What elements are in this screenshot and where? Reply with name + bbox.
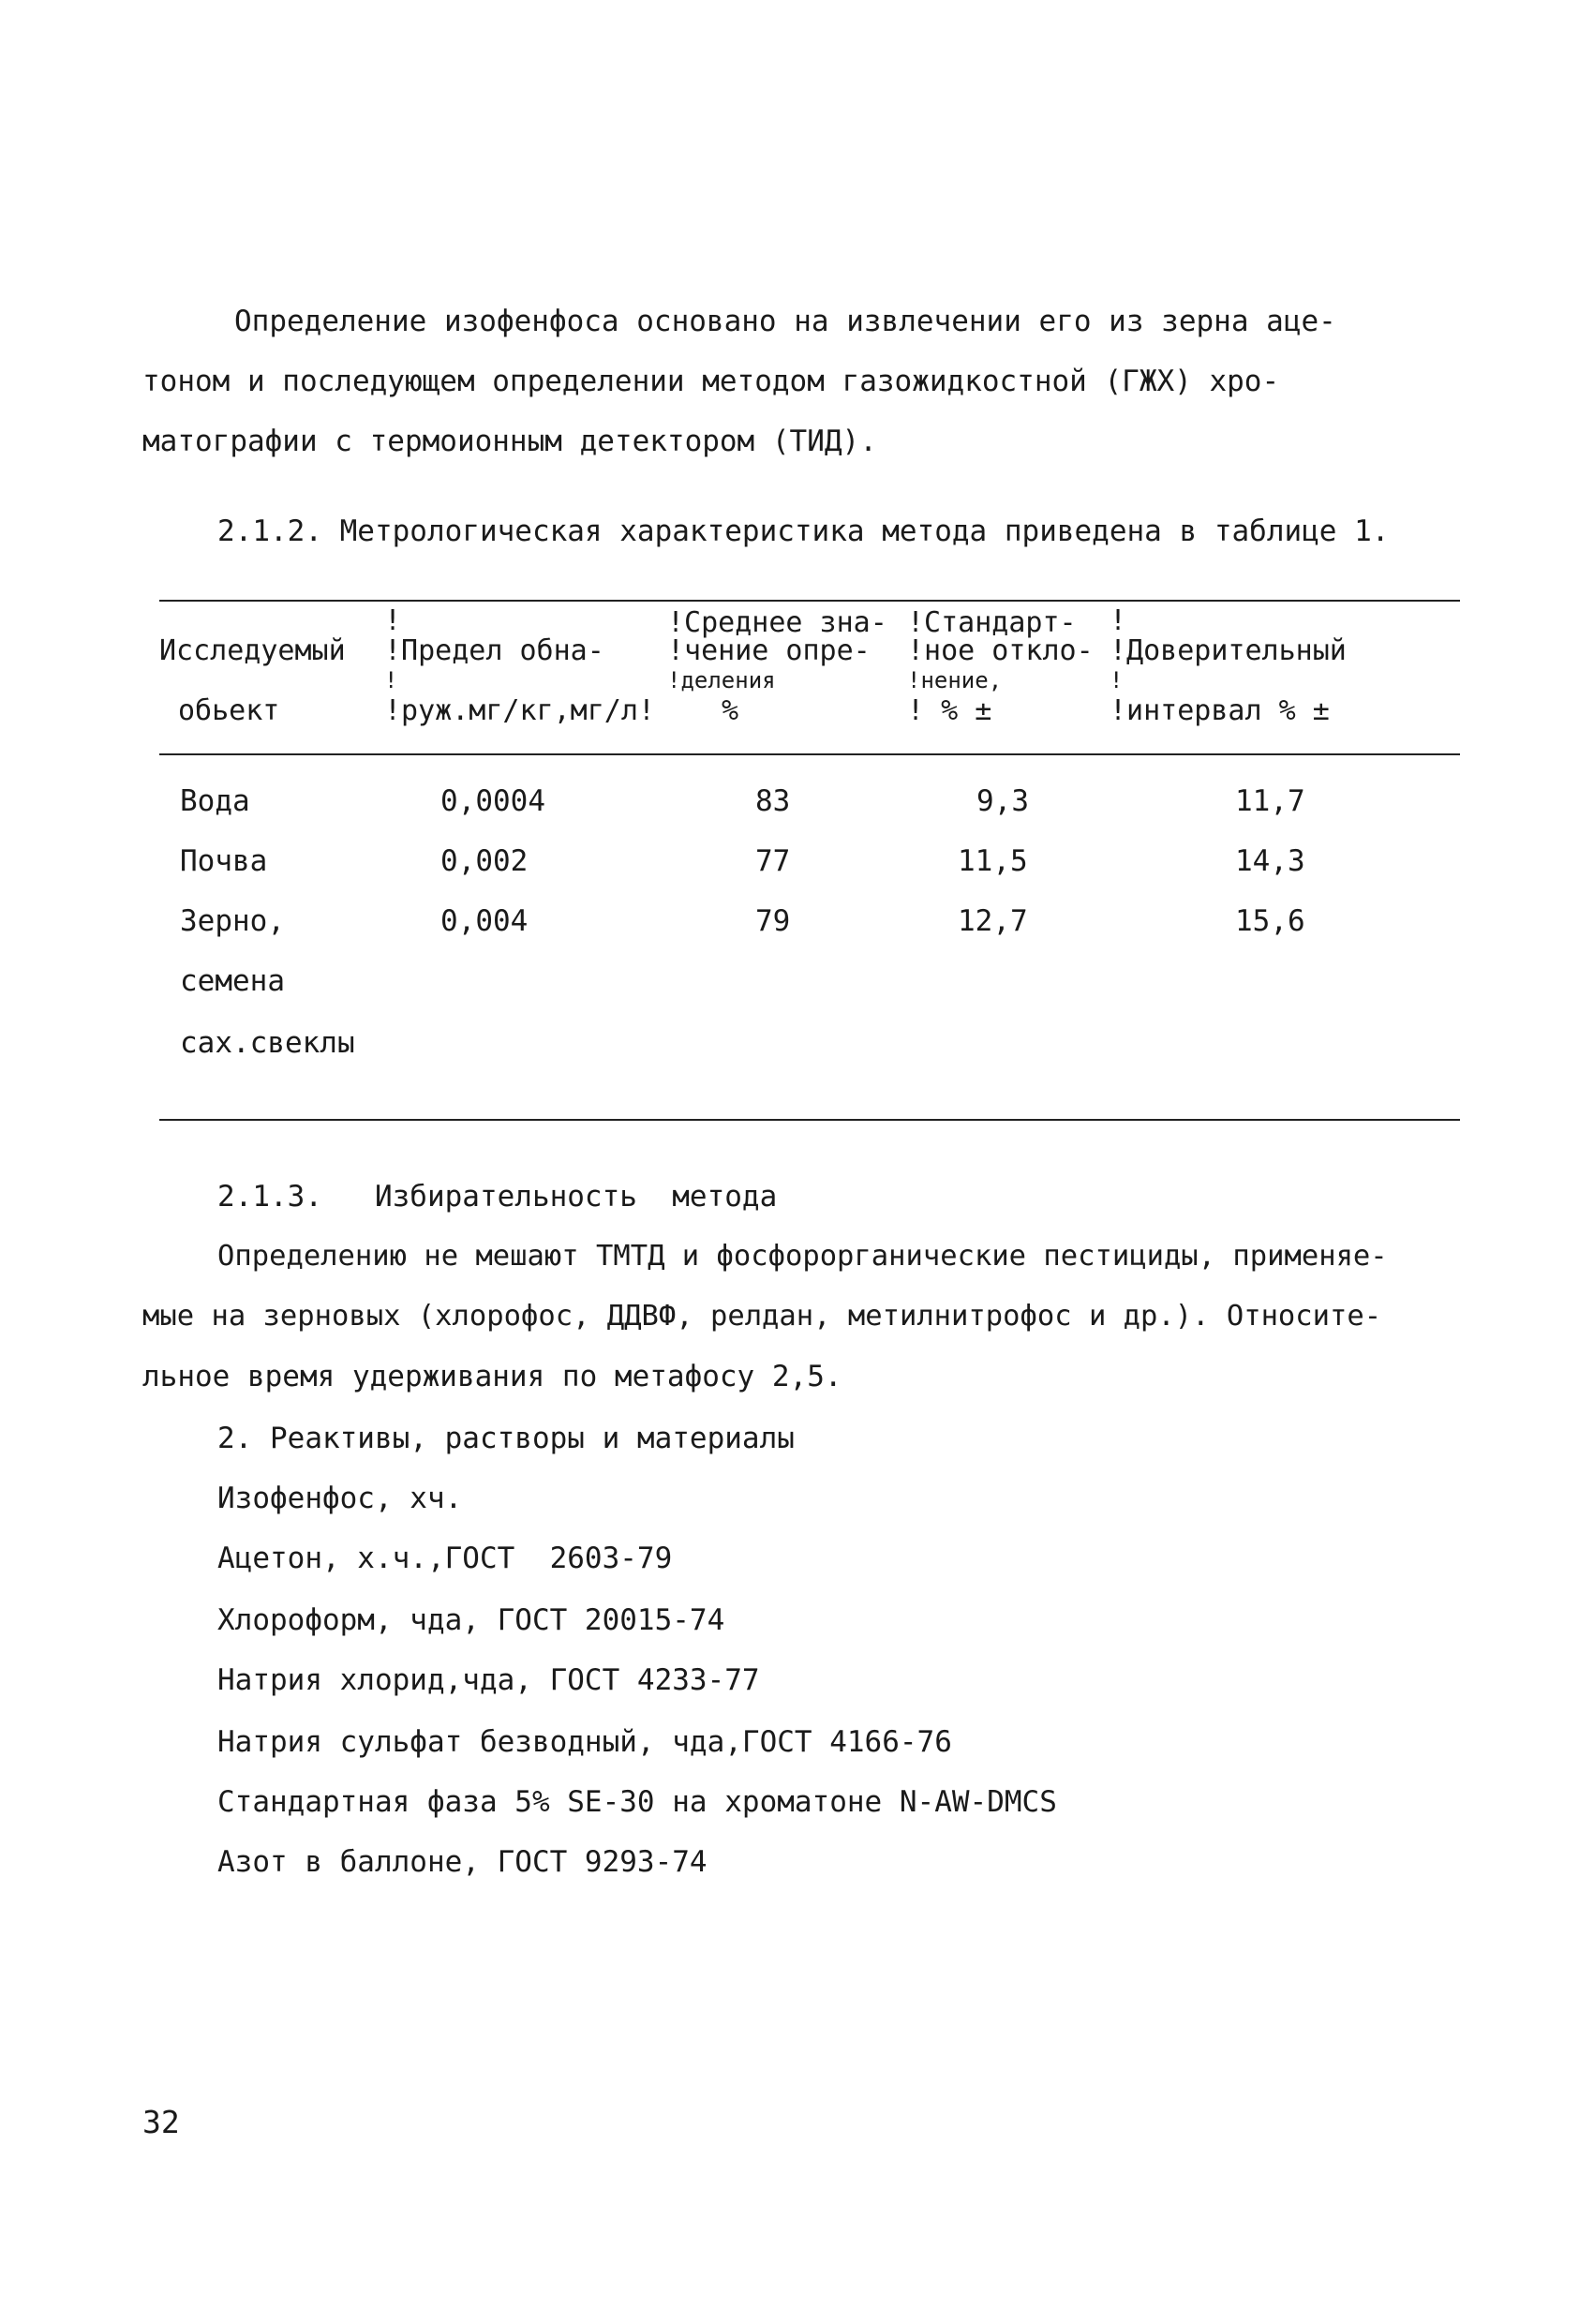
cell-mean: 83 [755, 784, 791, 818]
cell-std: 11,5 [958, 844, 1028, 878]
cell-limit: 0,0004 [440, 784, 545, 818]
cell-std: 12,7 [958, 904, 1028, 938]
table-header-rule [159, 753, 1460, 755]
intro-line-2: тоном и последующем определении методом газожидкостной (ГЖХ) хро- [142, 365, 1280, 398]
cell-interval: 14,3 [1235, 844, 1305, 878]
header-col1-line2: Исследуемый [159, 634, 346, 667]
reagent-item: Ацетон, х.ч.,ГОСТ 2603-79 [217, 1542, 673, 1575]
page-number: 32 [142, 2104, 180, 2140]
header-col1-line4: обьект [178, 694, 280, 727]
cell-object: Вода [180, 784, 250, 818]
intro-line-1: Определение изофенфоса основано на извлечении его из зерна аце- [234, 305, 1336, 338]
header-col5-line2: !Доверительный [1110, 634, 1347, 667]
reagent-item: Стандартная фаза 5% SE-30 на хроматоне N-AW-DMCS [217, 1785, 1057, 1819]
section-213-line-3: льное время удерживания по метафосу 2,5. [142, 1360, 842, 1393]
cell-object-continuation: сах.свеклы [180, 1026, 355, 1060]
table-bottom-rule [159, 1119, 1460, 1121]
header-col5-line4: !интервал % ± [1110, 694, 1330, 727]
header-col3-line3: !деления [667, 667, 776, 693]
reagents-heading: 2. Реактивы, растворы и материалы [217, 1422, 795, 1455]
cell-limit: 0,004 [440, 904, 529, 938]
section-213-line-2: мые на зерновых (хлорофос, ДДВФ, релдан, метилнитрофос и др.). Относите- [142, 1300, 1382, 1333]
cell-object-continuation: семена [180, 964, 285, 998]
header-col5-line3: ! [1110, 667, 1124, 693]
header-col4-line4: ! % ± [907, 694, 992, 727]
cell-object: Почва [180, 844, 268, 878]
cell-mean: 79 [755, 904, 791, 938]
reagent-item: Изофенфос, хч. [217, 1482, 463, 1515]
header-col4-line3: !нение, [907, 667, 1003, 693]
header-col2-line4: !руж.мг/кг,мг/л! [384, 694, 655, 727]
cell-std: 9,3 [976, 784, 1029, 818]
header-col3-line2: !чение опре- [667, 634, 871, 667]
header-col2-line2: !Предел обна- [384, 634, 604, 667]
header-col2-line3: ! [384, 667, 398, 693]
section-213-line-1: Определению не мешают ТМТД и фосфорорганические пестициды, применяе- [217, 1240, 1388, 1273]
reagent-item: Натрия сульфат безводный, чда,ГОСТ 4166-76 [217, 1725, 952, 1759]
reagent-item: Натрия хлорид,чда, ГОСТ 4233-77 [217, 1663, 760, 1697]
reagent-item: Азот в баллоне, ГОСТ 9293-74 [217, 1845, 708, 1879]
section-212-text: 2.1.2. Метрологическая характеристика метода приведена в таблице 1. [217, 514, 1390, 548]
reagent-item: Хлороформ, чда, ГОСТ 20015-74 [217, 1603, 725, 1637]
header-col5-line1: ! [1110, 604, 1127, 637]
header-col2-line1: ! [384, 604, 402, 637]
cell-object: Зерно, [180, 904, 285, 938]
intro-line-3: матографии с термоионным детектором (ТИД). [142, 425, 877, 458]
section-213-heading: 2.1.3. Избирательность метода [217, 1180, 778, 1214]
cell-mean: 77 [755, 844, 791, 878]
header-col4-line1: !Стандарт- [907, 606, 1077, 639]
header-col3-line4: % [722, 694, 739, 727]
table-top-rule [159, 600, 1460, 602]
header-col4-line2: !ное откло- [907, 634, 1094, 667]
cell-interval: 15,6 [1235, 904, 1305, 938]
cell-limit: 0,002 [440, 844, 529, 878]
cell-interval: 11,7 [1235, 784, 1305, 818]
header-col3-line1: !Среднее зна- [667, 606, 887, 639]
